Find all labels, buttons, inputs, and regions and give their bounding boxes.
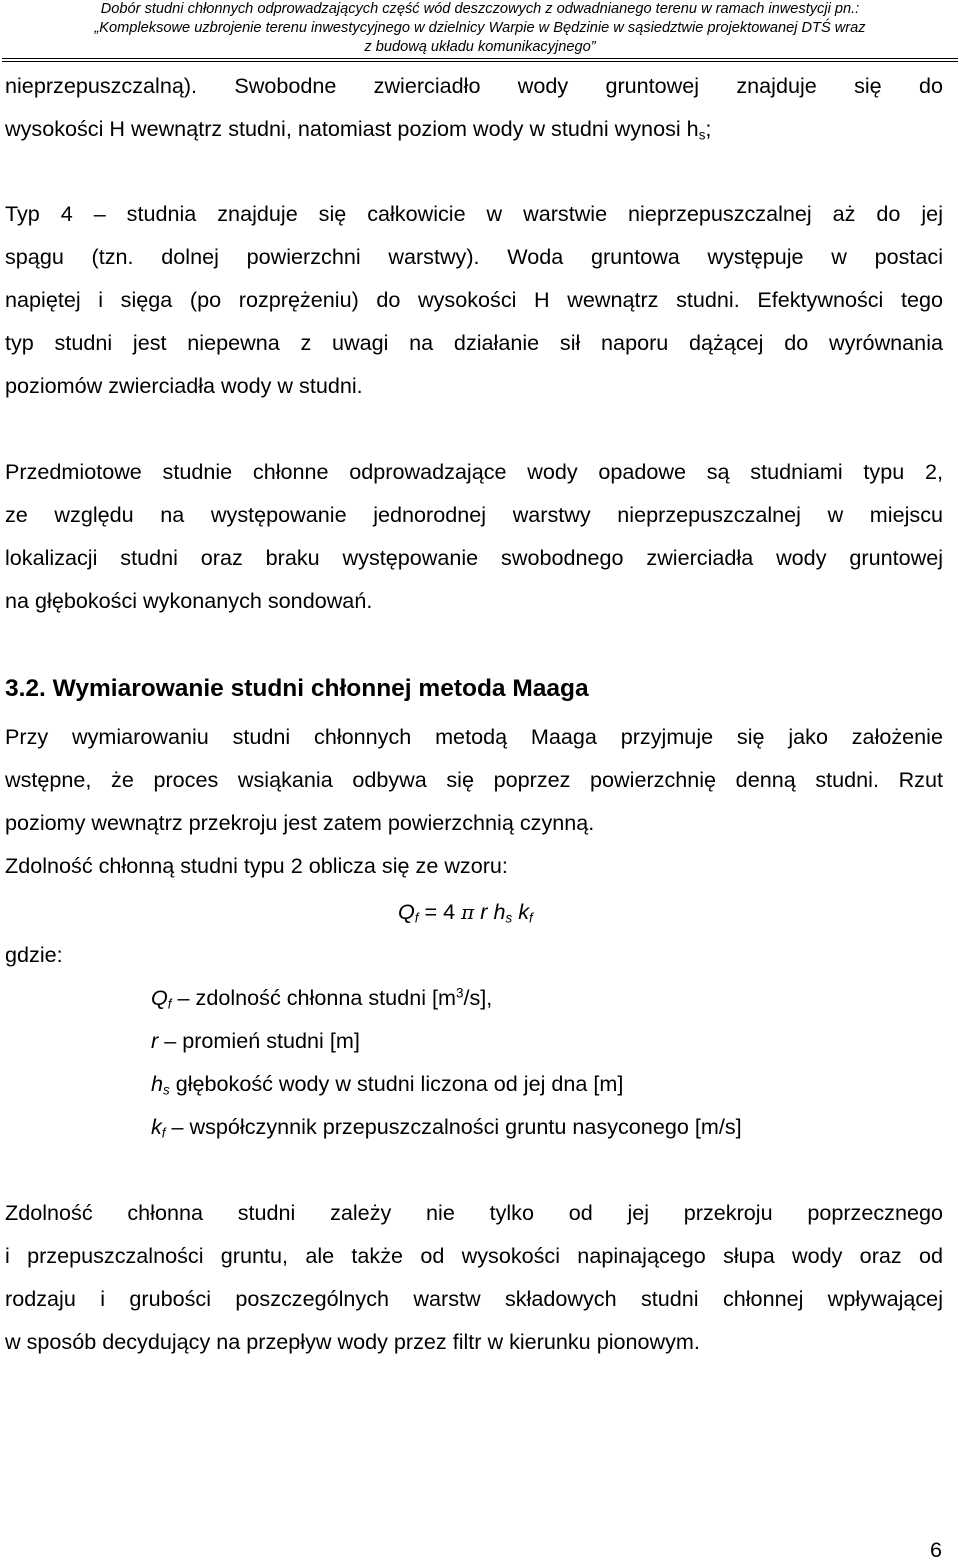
header-rule-top [2,58,958,59]
paragraph-well-type-4 [5,192,943,407]
text-line: Zdolność chłonna studni zależy nie tylko od jej przekroju poprzecznego [5,1200,943,1225]
definition-item: $Q_f$ – zdolność chłonna studni $[m^3/s]$, [151,985,493,1012]
text-line: ze względu na występowanie jednorodnej warstwy nieprzepuszczalnej w miejscu [5,502,943,527]
text-line: wstępne, że proces wsiąkania odbywa się poprzez powierzchnię denną studni. Rzut [5,767,943,792]
definition-item: $h_s$ głębokość wody w studni liczona od jej dna [m] [151,1071,624,1098]
paragraph-maag-method [5,715,943,887]
text-line: w sposób decydujący na przepływ wody przez filtr w kierunku pionowym. [5,1329,700,1354]
symbol-definitions [151,976,742,1148]
text-line: poziomów zwierciadła wody w studni. [5,373,363,398]
text-line: spągu (tzn. dolnej powierzchni warstwy). Woda gruntowa występuje w postaci [5,244,943,269]
text-line: lokalizacji studni oraz braku występowanie swobodnego zwierciadła wody gruntowej [5,545,943,570]
text-line: Przy wymiarowaniu studni chłonnych metodą Maaga przyjmuje się jako założenie [5,724,943,749]
text-line: Typ 4 – studnia znajduje się całkowicie w warstwie nieprzepuszczalnej aż do jej [5,201,943,226]
where-label: gdzie: [5,942,63,967]
header-line-3: z budową układu komunikacyjnego” [364,39,596,55]
header-line-2: „Kompleksowe uzbrojenie terenu inwestycyjnego w dzielnicy Warpie w Będzinie w sąsiedztwie projektowanej DTŚ wraz [94,20,866,36]
definition-item: r – promień studni [m] [151,1028,360,1053]
text-line: typ studni jest niepewna z uwagi na działanie sił naporu dążącej do wyrównania [5,330,943,355]
text-line: nieprzepuszczalną). Swobodne zwierciadło wody gruntowej znajduje się do [5,73,943,98]
text-line: poziomy wewnątrz przekroju jest zatem powierzchnią czynną. [5,810,595,835]
paragraph-project-wells [5,450,943,622]
header-line-1: Dobór studni chłonnych odprowadzających część wód deszczowych z odwadnianego terenu w ramach inwestycji pn.: [100,1,860,17]
page-number: 6 [929,1537,942,1562]
formula: $Q_f = 4$ π r $h_s$ $k_f$ [398,899,533,926]
paragraph-absorption-capacity [5,1191,943,1363]
text-line: i przepuszczalności gruntu, ale także od wysokości napinającego słupa wody oraz od [5,1243,943,1268]
text-line: Zdolność chłonną studni typu 2 oblicza się ze wzoru: [5,853,508,878]
text-line: napiętej i sięga (po rozprężeniu) do wysokości H wewnątrz studni. Efektywności tego [5,287,943,312]
header-rule-bottom [2,61,958,62]
text-line: rodzaju i grubości poszczególnych warstw składowych studni chłonnej wpływającej [5,1286,943,1311]
definition-item: $k_f$ – współczynnik przepuszczalności gruntu nasyconego [m/s] [151,1114,742,1141]
section-heading: 3.2. Wymiarowanie studni chłonnej metoda Maaga [5,675,589,702]
text-line: wysokości H wewnątrz studni, natomiast poziom wody w studni wynosi $h_s$; [5,116,712,143]
text-line: Przedmiotowe studnie chłonne odprowadzające wody opadowe są studniami typu 2, [5,459,943,484]
text-line: na głębokości wykonanych sondowań. [5,588,373,613]
running-header [0,0,960,58]
paragraph-well-type-3-end [5,64,943,150]
